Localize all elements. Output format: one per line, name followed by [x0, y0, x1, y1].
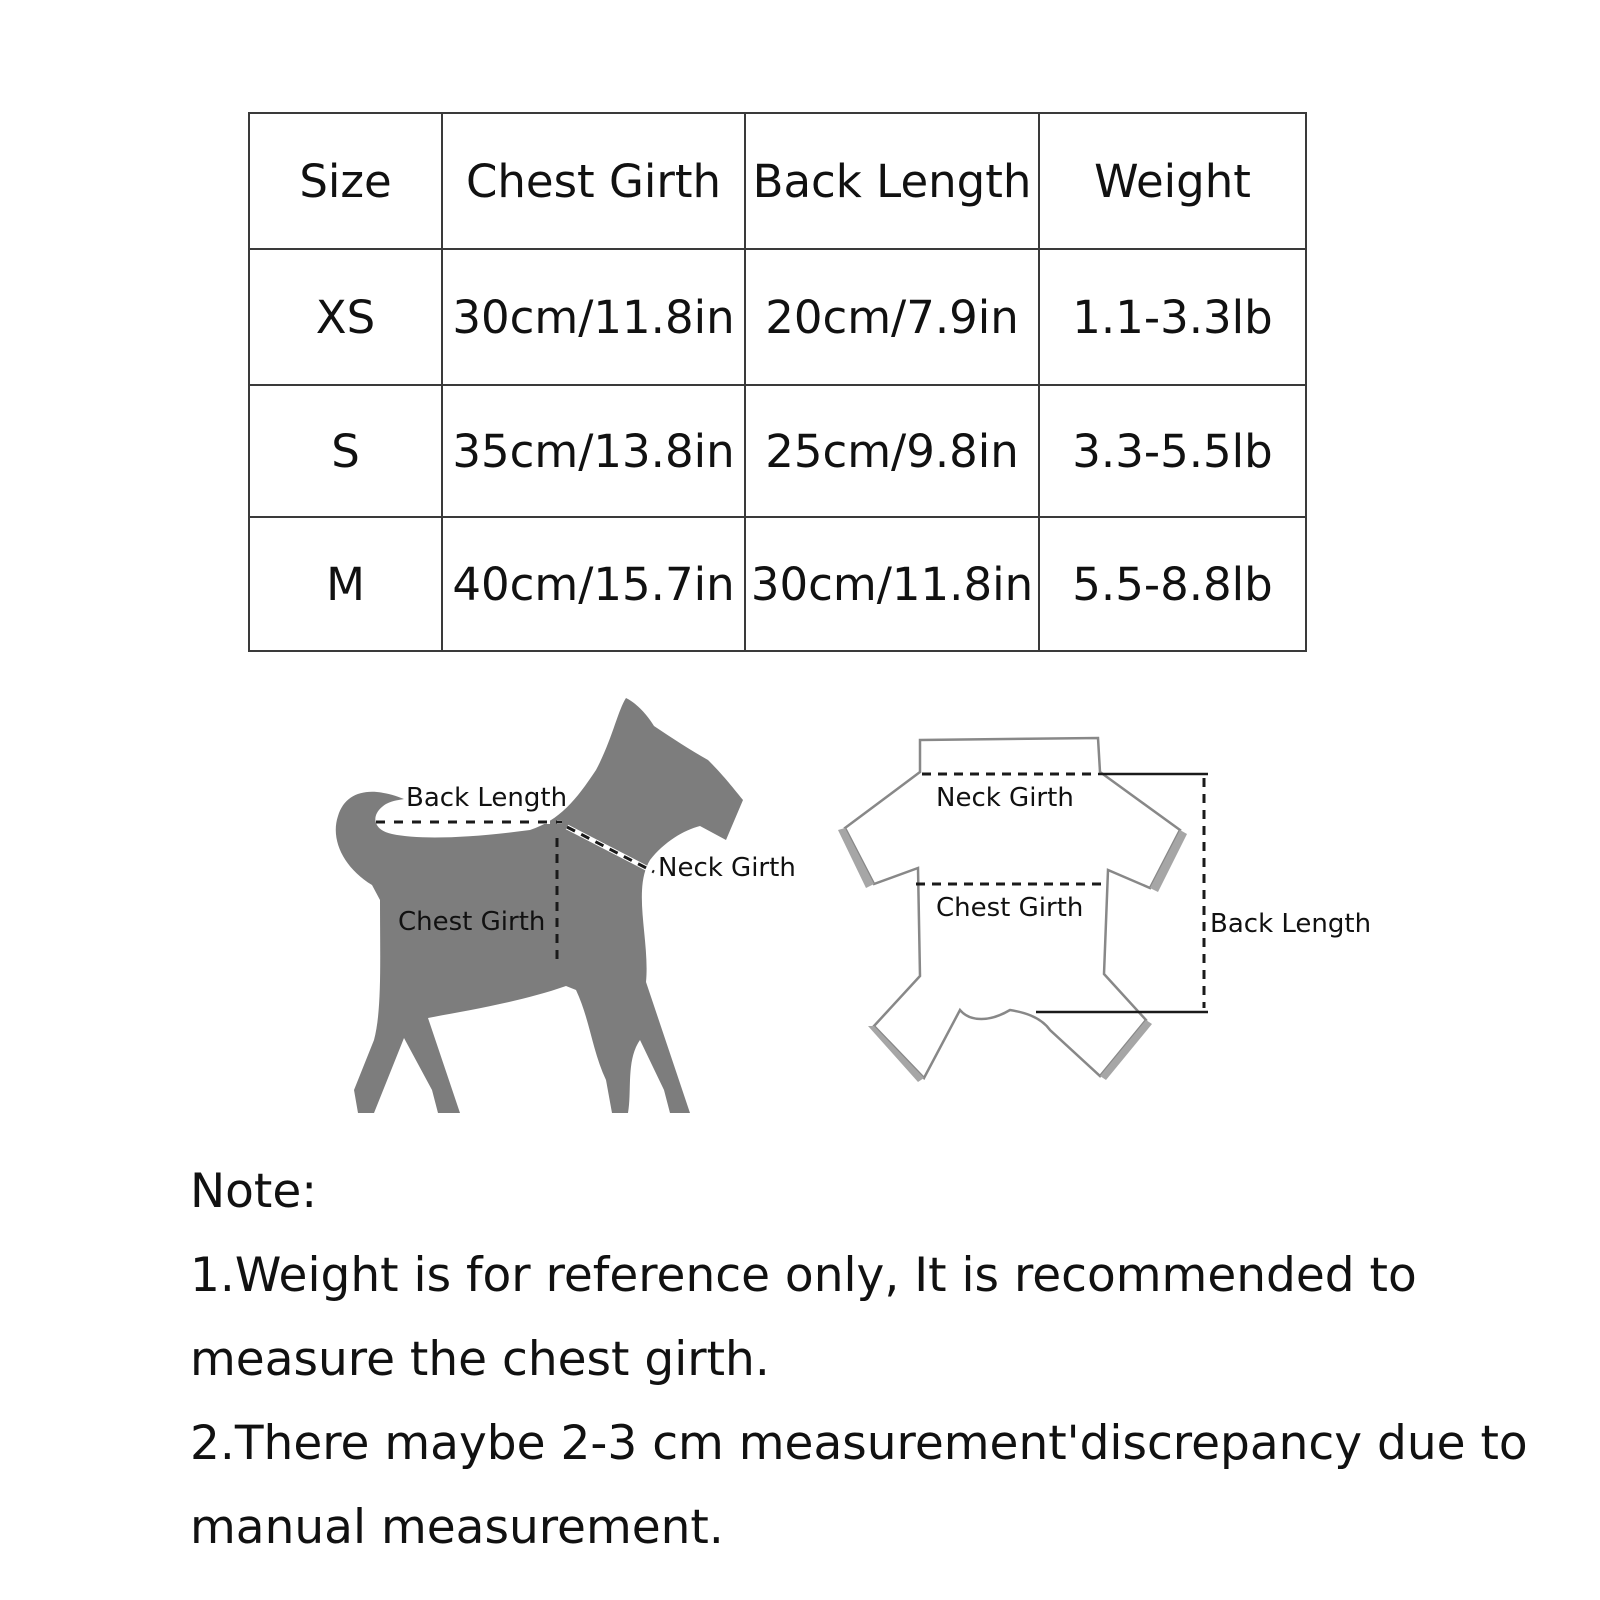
header-size: Size: [249, 113, 442, 249]
cell-back-length: 20cm/7.9in: [745, 249, 1039, 385]
garment-label-neck-girth: Neck Girth: [936, 783, 1074, 813]
dog-label-back-length: Back Length: [406, 783, 568, 813]
table-row: [249, 517, 1306, 651]
cell-back-length: 30cm/11.8in: [745, 517, 1039, 651]
dog-label-chest-girth: Chest Girth: [398, 907, 546, 937]
garment-label-back-length: Back Length: [1210, 909, 1372, 939]
note-item-2: 2.There maybe 2-3 cm measurement'discrepancy due to manual measurement.: [190, 1416, 1528, 1555]
size-chart-table: [248, 112, 1307, 652]
cell-size: XS: [249, 249, 442, 385]
note-section: [190, 1150, 1570, 1570]
garment-outline: [838, 738, 1371, 1082]
table-row: [249, 385, 1306, 517]
header-weight: Weight: [1039, 113, 1306, 249]
note-title: Note:: [190, 1164, 318, 1219]
cell-chest-girth: 35cm/13.8in: [442, 385, 745, 517]
cell-weight: 3.3-5.5lb: [1039, 385, 1306, 517]
dog-silhouette: [336, 698, 796, 1113]
table-row: [249, 249, 1306, 385]
header-back-length: Back Length: [745, 113, 1039, 249]
garment-label-chest-girth: Chest Girth: [936, 893, 1084, 923]
cell-weight: 5.5-8.8lb: [1039, 517, 1306, 651]
table-header-row: [249, 113, 1306, 249]
cell-size: M: [249, 517, 442, 651]
cell-chest-girth: 40cm/15.7in: [442, 517, 745, 651]
measurement-diagram: [0, 690, 1600, 1130]
cell-weight: 1.1-3.3lb: [1039, 249, 1306, 385]
dog-label-neck-girth: Neck Girth: [658, 853, 796, 883]
note-item-1: 1.Weight is for reference only, It is recommended to measure the chest girth.: [190, 1248, 1417, 1387]
cell-back-length: 25cm/9.8in: [745, 385, 1039, 517]
cell-size: S: [249, 385, 442, 517]
header-chest-girth: Chest Girth: [442, 113, 745, 249]
cell-chest-girth: 30cm/11.8in: [442, 249, 745, 385]
